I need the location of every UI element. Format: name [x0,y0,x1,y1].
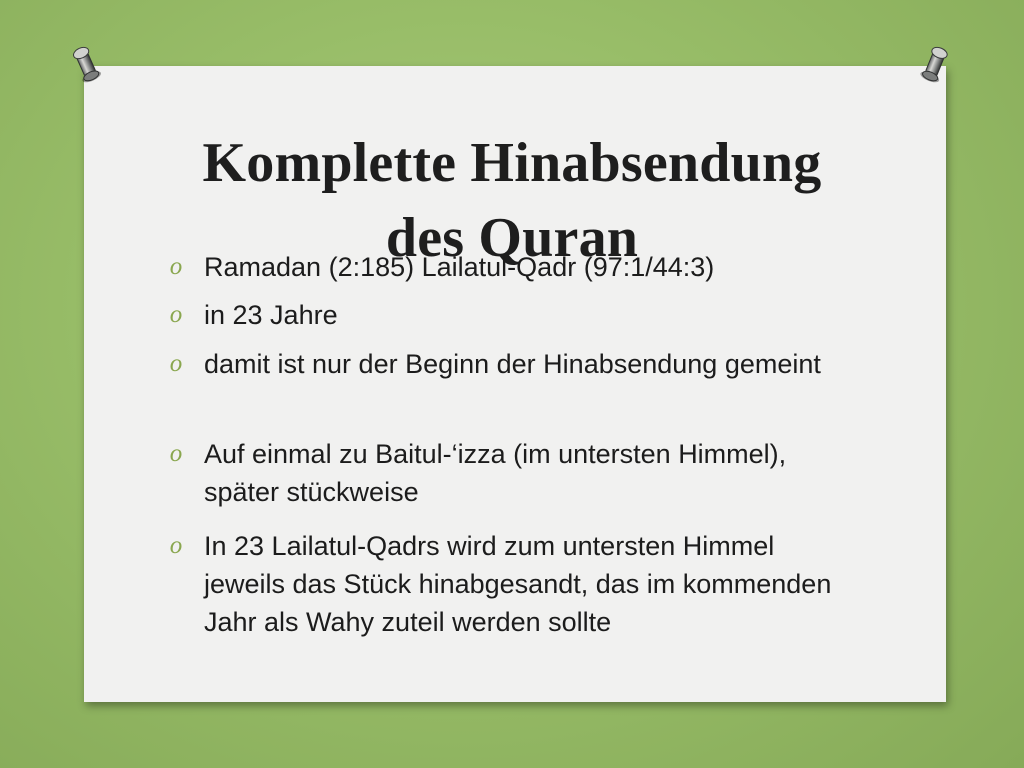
circle-bullet-icon: o [169,301,183,328]
bullet-item [164,435,864,511]
bullet-text: In 23 Lailatul-Qadrs wird zum untersten Himmel jeweils das Stück hinabgesandt, das im kommenden Jahr als Wahy zuteil werden sollte [204,531,832,637]
bullet-text: damit ist nur der Beginn der Hinabsendung gemeint [204,349,821,379]
bullet-item [164,296,864,334]
slide-title-line-1: Komplette Hinabsendung [202,131,822,194]
circle-bullet-icon: o [169,253,183,280]
slide-title-line-2: des Quran [385,206,639,269]
circle-bullet-icon: o [169,350,183,377]
bullet-text: Auf einmal zu Baitul-‘izza (im untersten Himmel), später stückweise [204,439,787,507]
bullet-item [164,527,864,641]
circle-bullet-icon: o [169,532,183,559]
circle-bullet-icon: o [169,440,183,467]
bullet-text: Ramadan (2:185) Lailatul-Qadr (97:1/44:3) [204,252,715,282]
bullet-item [164,248,864,286]
bullet-text: in 23 Jahre [204,300,338,330]
bullet-item [164,345,864,383]
